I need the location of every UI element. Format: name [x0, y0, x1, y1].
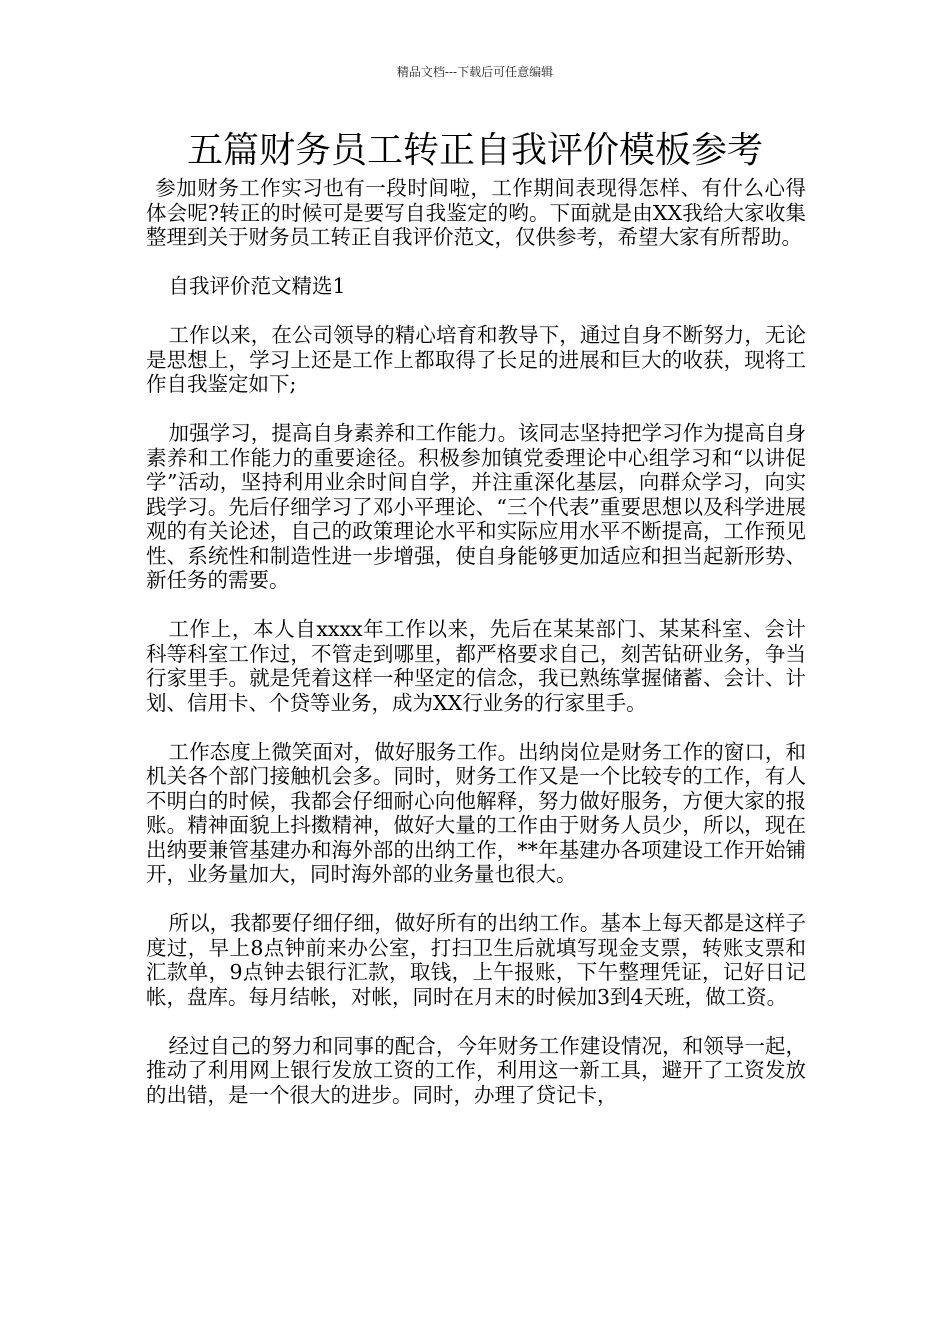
body-paragraph: 工作以来，在公司领导的精心培育和教导下，通过自身不断努力，无论是思想上，学习上还是工作上都取得了长足的进展和巨大的收获，现将工作自我鉴定如下; [146, 323, 806, 396]
body-paragraph: 工作态度上微笑面对，做好服务工作。出纳岗位是财务工作的窗口，和机关各个部门接触机会多。同时，财务工作又是一个比较专的工作，有人不明白的时候，我都会仔细耐心向他解释，努力做好服务，方便大家的报账。精神面貌上抖擞精神，做好大量的工作由于财务人员少，所以，现在出纳要兼管基建办和海外部的出纳工作，**年基建办各项建设工作开始铺开，业务量加大，同时海外部的业务量也很大。 [146, 739, 806, 886]
document-title: 五篇财务员工转正自我评价模板参考 [186, 130, 763, 171]
page-header-note: 精品文档---下载后可任意编辑 [396, 65, 554, 79]
intro-paragraph: 参加财务工作实习也有一段时间啦，工作期间表现得怎样、有什么心得体会呢?转正的时候可是要写自我鉴定的哟。下面就是由XX我给大家收集整理到关于财务员工转正自我评价范文，仅供参考，希望大家有所帮助。 [146, 176, 806, 249]
section-heading: 自我评价范文精选1 [168, 274, 346, 298]
body-paragraph: 加强学习，提高自身素养和工作能力。该同志坚持把学习作为提高自身素养和工作能力的重要途径。积极参加镇党委理论中心组学习和“以讲促学”活动，坚持利用业余时间自学，并注重深化基层，向群众学习，向实践学习。先后仔细学习了邓小平理论、“三个代表”重要思想以及科学进展观的有关论述，自己的政策理论水平和实际应用水平不断提高，工作预见性、系统性和制造性进一步增强，使自身能够更加适应和担当起新形势、新任务的需要。 [146, 421, 806, 592]
body-paragraph: 所以，我都要仔细仔细，做好所有的出纳工作。基本上每天都是这样子度过，早上8点钟前来办公室，打扫卫生后就填写现金支票，转账支票和汇款单，9点钟去银行汇款，取钱，上午报账，下午整理凭证，记好日记帐，盘库。每月结帐，对帐，同时在月末的时候加3到4天班，做工资。 [146, 911, 806, 1009]
document-body [146, 176, 806, 1132]
body-paragraph: 工作上，本人自xxxx年工作以来，先后在某某部门、某某科室、会计科等科室工作过，不管走到哪里，都严格要求自己，刻苦钻研业务，争当行家里手。就是凭着这样一种坚定的信念，我已熟练掌握储蓄、会计、计划、信用卡、个贷等业务，成为XX行业务的行家里手。 [146, 617, 806, 715]
body-paragraph: 经过自己的努力和同事的配合，今年财务工作建设情况，和领导一起，推动了利用网上银行发放工资的工作，利用这一新工具，避开了工资发放的出错，是一个很大的进步。同时，办理了贷记卡， [146, 1033, 806, 1107]
